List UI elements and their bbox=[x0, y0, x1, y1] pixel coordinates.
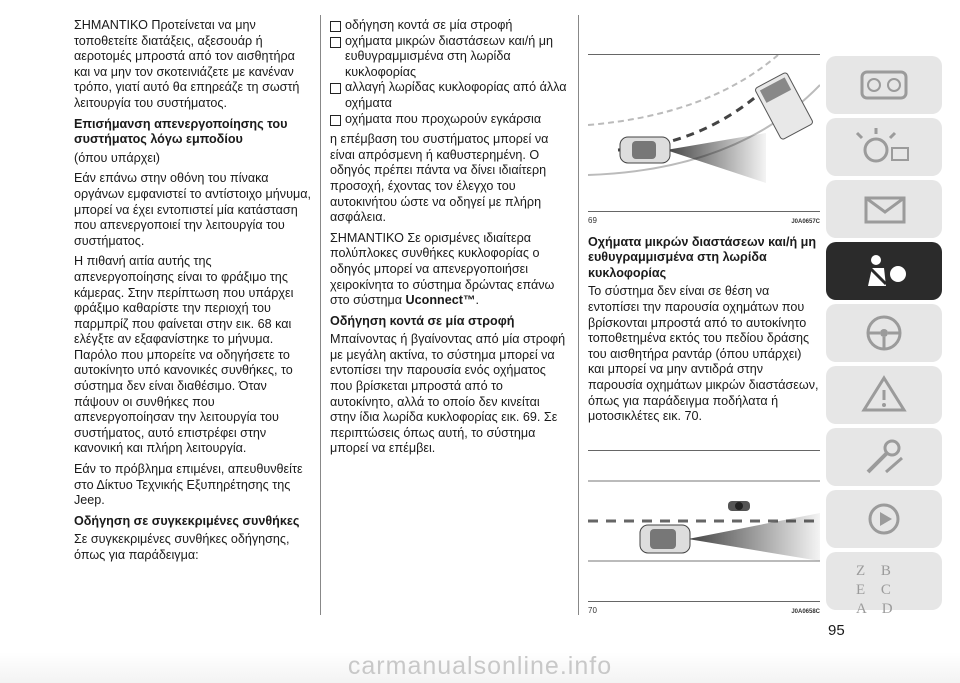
seatbelt-airbag-icon bbox=[826, 242, 942, 300]
car-dashboard-icon bbox=[826, 56, 942, 114]
column-divider bbox=[320, 15, 321, 615]
service-tools-icon bbox=[826, 428, 942, 486]
figure-caption bbox=[588, 603, 820, 621]
paragraph: Σε συγκεκριμένες συνθήκες οδήγησης, όπως για παράδειγμα: bbox=[74, 532, 290, 562]
tab-safety-active[interactable] bbox=[826, 242, 942, 300]
tab-messages[interactable] bbox=[826, 180, 942, 238]
paragraph: Εάν επάνω στην οθόνη του πίνακα οργάνων εμφανιστεί το αντίστοιχο μήνυμα, μπορεί να έχει εντοπιστεί μία κατάσταση που απενεργοποιεί την λειτουργία του συστήματος. bbox=[74, 171, 312, 248]
tab-dashboard[interactable] bbox=[826, 56, 942, 114]
own-car-icon bbox=[640, 525, 690, 553]
tab-driving[interactable] bbox=[826, 304, 942, 362]
watermark: carmanualsonline.info bbox=[0, 652, 960, 683]
availability-note: (όπου υπάρχει) bbox=[74, 150, 160, 165]
paragraph: η επέμβαση του συστήματος μπορεί να είναι απρόσμενη ή καθυστερημένη. Ο οδηγός πρέπει πάντα να δίνει ιδιαίτερη προσοχή, έχοντας τον έλεγχο του αυτοκινήτου ώστε να οδηγεί με πλήρη ασφάλεια. bbox=[330, 132, 549, 225]
index-letters-icon: Z B E C A D bbox=[856, 563, 899, 617]
own-car-icon bbox=[620, 137, 670, 163]
text-column-2 bbox=[330, 18, 568, 462]
text-column-3 bbox=[588, 18, 820, 620]
text-column-1 bbox=[74, 18, 314, 569]
chapter-tabs bbox=[826, 56, 942, 616]
tab-emergency[interactable] bbox=[826, 366, 942, 424]
figure-number: 70 bbox=[588, 605, 597, 615]
paragraph: Εάν το πρόβλημα επιμένει, απευθυνθείτε στο Δίκτυο Τεχνικής Εξυπηρέτησης της Jeep. bbox=[74, 462, 303, 508]
checkbox-bullet-icon bbox=[330, 21, 341, 32]
list-item: οχήματα που προχωρούν εγκάρσια bbox=[330, 112, 568, 128]
section-heading-conditions: Οδήγηση σε συγκεκριμένες συνθήκες bbox=[74, 513, 300, 528]
figure-69-curve-illustration bbox=[588, 54, 820, 212]
steering-wheel-icon bbox=[826, 304, 942, 362]
motorcycle-icon bbox=[728, 501, 750, 511]
important-note: ΣΗΜΑΝΤΙΚΟ Προτείνεται να μην τοποθετείτε διατάξεις, αξεσουάρ ή αεροτομές μπροστά από τον αισθητήρα και να μην τον σκοτεινιάζετε με κανέναν τρόπο, γιατί αυτό θα επηρεάζε τη σωστή λειτουργία του συστήματος. bbox=[74, 18, 300, 110]
warning-lights-icon bbox=[826, 118, 942, 176]
figure-caption bbox=[588, 213, 820, 231]
list-item: οδήγηση κοντά σε μία στροφή bbox=[330, 18, 568, 34]
section-heading-obstacle: Επισήμανση απενεργοποίησης του συστήματος λόγω εμποδίου bbox=[74, 116, 288, 147]
column-divider bbox=[578, 15, 579, 615]
tab-warning-lights[interactable] bbox=[826, 118, 942, 176]
tab-multimedia[interactable] bbox=[826, 490, 942, 548]
tab-index[interactable] bbox=[826, 552, 942, 617]
page-number: 95 bbox=[828, 622, 845, 639]
figure-number: 69 bbox=[588, 216, 597, 225]
list-item: αλλαγή λωρίδας κυκλοφορίας από άλλα οχήματα bbox=[330, 80, 568, 111]
figure-code: J0A0657C bbox=[791, 219, 820, 225]
checkbox-bullet-icon bbox=[330, 83, 341, 94]
paragraph: Η πιθανή αιτία αυτής της απενεργοποίησης είναι το φράξιμο της κάμερας. Στην περίπτωση που υπάρχει φράξιμο καθαρίστε την περιοχή του παρμπρίζ που φαίνεται στην εικ. 68 και ελέγξτε αν εξαφανίστηκε το μήνυμα. Παρόλο που μπορείτε να οδηγήσετε το αυτοκίνητο υπό κανονικές συνθήκες, το σύστημα δεν είναι διαθέσιμο. Όταν πάψουν οι συνθήκες που απενεργοποίησαν την λειτουργία του συστήματος, αυτό επιστρέφει στην κανονική και πλήρη λειτουργία. bbox=[74, 254, 294, 456]
multimedia-icon bbox=[826, 490, 942, 548]
list-item: οχήματα μικρών διαστάσεων και/ή μη ευθυγραμμισμένα στη λωρίδα κυκλοφορίας bbox=[330, 34, 568, 81]
checkbox-bullet-icon bbox=[330, 115, 341, 126]
figure-code: J0A0658C bbox=[791, 608, 820, 615]
warning-triangle-icon bbox=[826, 366, 942, 424]
paragraph: Μπαίνοντας ή βγαίνοντας από μία στροφή με μεγάλη ακτίνα, το σύστημα μπορεί να εντοπίσει την παρουσία ενός οχήματος που βρίσκεται μπροστά από το αυτοκίνητο, αλλά το οποίο δεν κινείται στην ίδια λωρίδα κυκλοφορίας εικ. 69. Σε περιπτώσεις όπως αυτή, το σύστημα μπορεί να επέμβει. bbox=[330, 332, 566, 456]
section-heading-small-vehicles: Οχήματα μικρών διαστάσεων και/ή μη ευθυγραμμισμένα στη λωρίδα κυκλοφορίας bbox=[588, 234, 817, 280]
mail-message-icon bbox=[826, 180, 942, 238]
section-heading-curve: Οδήγηση κοντά σε μία στροφή bbox=[330, 313, 515, 328]
paragraph: Το σύστημα δεν είναι σε θέση να εντοπίσει την παρουσία οχημάτων που βρίσκονται μπροστά από το αυτοκίνητο τοποθετημένα εκτός του πεδίου δράσης του αισθητήρα ραντάρ (όπου υπάρχει) και μπορεί να μην αντιδρά στην παρουσία οχημάτων μικρών διαστάσεων, όπως για παράδειγμα ποδήλατα ή μοτοσικλέτες εικ. 70. bbox=[588, 284, 819, 424]
figure-70-motorcycle-illustration bbox=[588, 450, 820, 602]
checkbox-bullet-icon bbox=[330, 37, 341, 48]
important-note: ΣΗΜΑΝΤΙΚΟ Σε ορισμένες ιδιαίτερα πολύπλοκες συνθήκες κυκλοφορίας ο οδηγός μπορεί να απενεργοποιήσει χειροκίνητα το σύστημα δρώντας επάνω στο σύστημα Uconnect™. bbox=[330, 230, 555, 308]
tab-maintenance[interactable] bbox=[826, 428, 942, 486]
